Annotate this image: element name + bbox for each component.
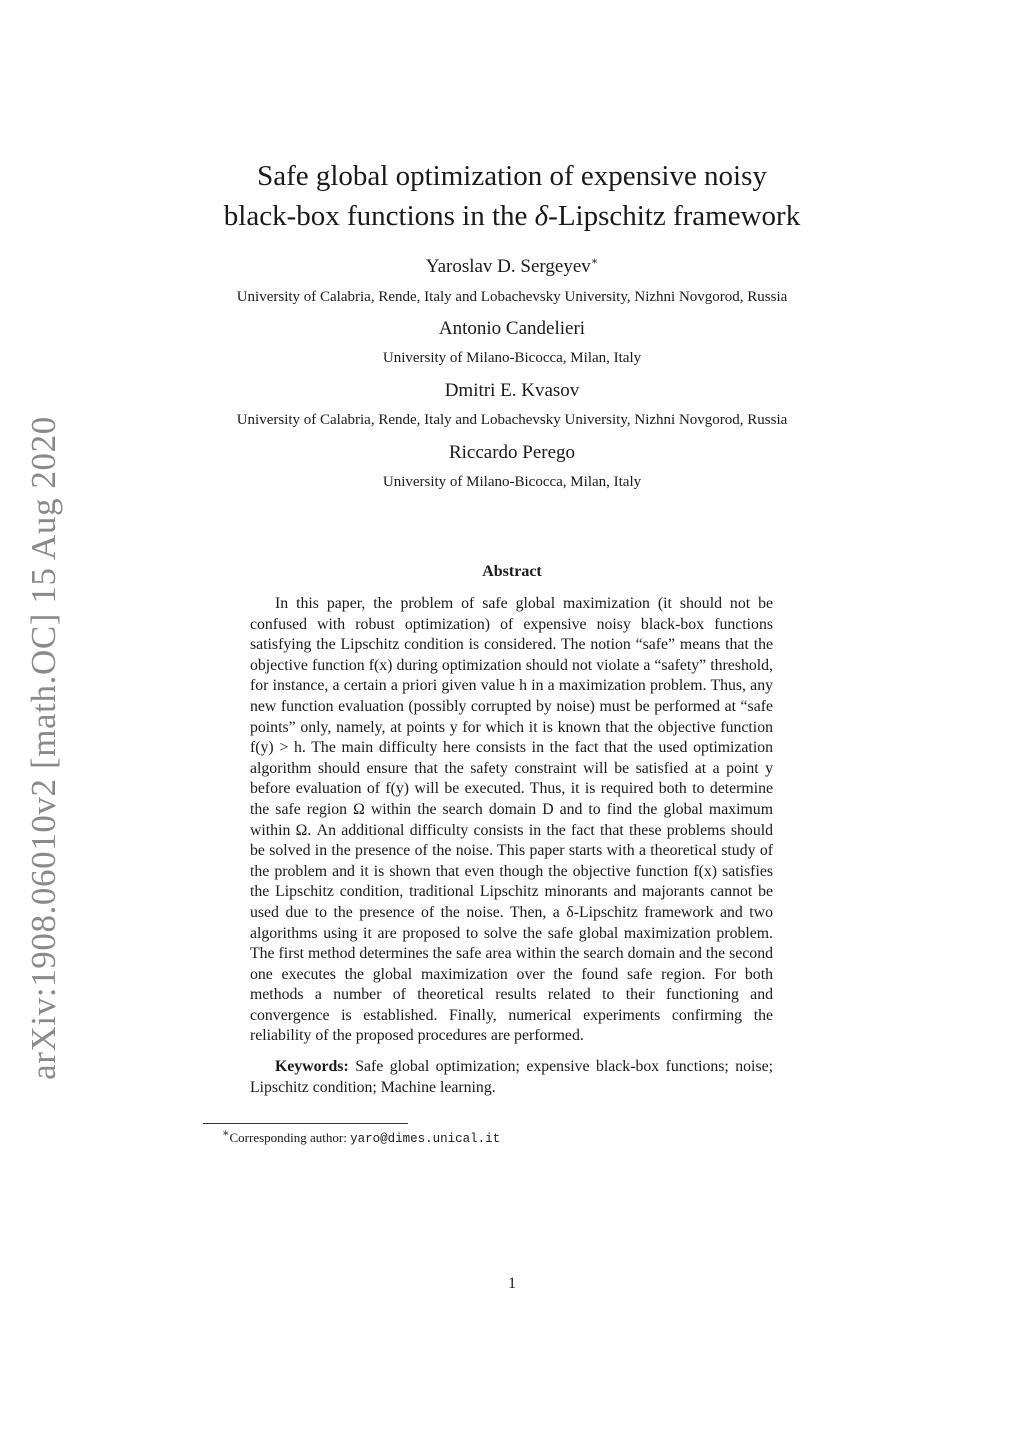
author-name-candelieri: Antonio Candelieri [438, 318, 586, 339]
keywords-label: Keywords: [275, 1058, 349, 1076]
footnote-mark: ∗ [222, 1127, 230, 1140]
author-affiliation-sergeyev: University of Calabria, Rende, Italy and Lobachevsky University, Nizhni Novgorod, Russia [236, 289, 788, 305]
author-name-sergeyev: Yaroslav D. Sergeyev∗ [425, 255, 599, 277]
paper-title [150, 156, 874, 236]
title-delta-symbol: δ [534, 200, 549, 232]
title-line-2-start: black-box functions in the [223, 200, 535, 232]
keywords-text: Safe global optimization; expensive black-box functions; noise; Lipschitz condition; Machine learning. [250, 1058, 773, 1096]
title-line-1: Safe global optimization of expensive noisy [257, 160, 767, 192]
arxiv-identifier-stamp: arXiv:1908.06010v2 [math.OC] 15 Aug 2020 [24, 416, 63, 1080]
abstract-paragraph: In this paper, the problem of safe global maximization (it should not be confused with robust optimization) of expensive noisy black-box functions satisfying the Lipschitz condition is considered. The notion “safe” means that the objective function f(x) during optimization should not violate a “safety” threshold, for instance, a certain a priori given value h in a maximization problem. Thus, any new function evaluation (possibly corrupted by noise) must be performed at “safe points” only, namely, at points y for which it is known that the objective function f(y) > h. The main difficulty here consists in the fact that the used optimization algorithm should ensure that the safety constraint will be satisfied at a point y before evaluation of f(y) will be executed. Thus, it is required both to determine the safe region Ω within the search domain D and to find the global maximum within Ω. An additional difficulty consists in the fact that these problems should be solved in the presence of the noise. This paper starts with a theoretical study of the problem and it is shown that even though the objective function f(x) satisfies the Lipschitz condition, traditional Lipschitz minorants and majorants cannot be used due to the presence of the noise. Then, a δ-Lipschitz framework and two algorithms using it are proposed to solve the safe global maximization problem. The first method determines the safe area within the search domain and the second one executes the global maximization over the found safe region. For both methods a number of theoretical results related to their functioning and convergence is established. Finally, numerical experiments confirming the reliability of the proposed procedures are performed. [250, 595, 773, 1045]
title-line-2-end: -Lipschitz framework [548, 200, 801, 232]
abstract-heading: Abstract [482, 563, 542, 580]
author-affiliation-candelieri: University of Milano-Bicocca, Milan, Italy [382, 350, 642, 366]
footnote-label: Corresponding author: [229, 1130, 351, 1145]
author-name-kvasov: Dmitri E. Kvasov [444, 380, 580, 401]
keywords-paragraph [250, 1057, 773, 1098]
author-affiliation-perego: University of Milano-Bicocca, Milan, Italy [382, 474, 642, 490]
author-affiliation-kvasov: University of Calabria, Rende, Italy and Lobachevsky University, Nizhni Novgorod, Russia [236, 412, 788, 428]
corresponding-email-link[interactable]: yaro@dimes.unical.it [350, 1132, 501, 1146]
corresponding-author-mark: ∗ [590, 255, 599, 268]
footnote-divider [203, 1123, 408, 1124]
page-number: 1 [508, 1275, 516, 1292]
footnote [222, 1127, 501, 1146]
title-line-2 [150, 196, 874, 236]
abstract-section [250, 594, 773, 1098]
author-name-perego: Riccardo Perego [448, 442, 576, 463]
